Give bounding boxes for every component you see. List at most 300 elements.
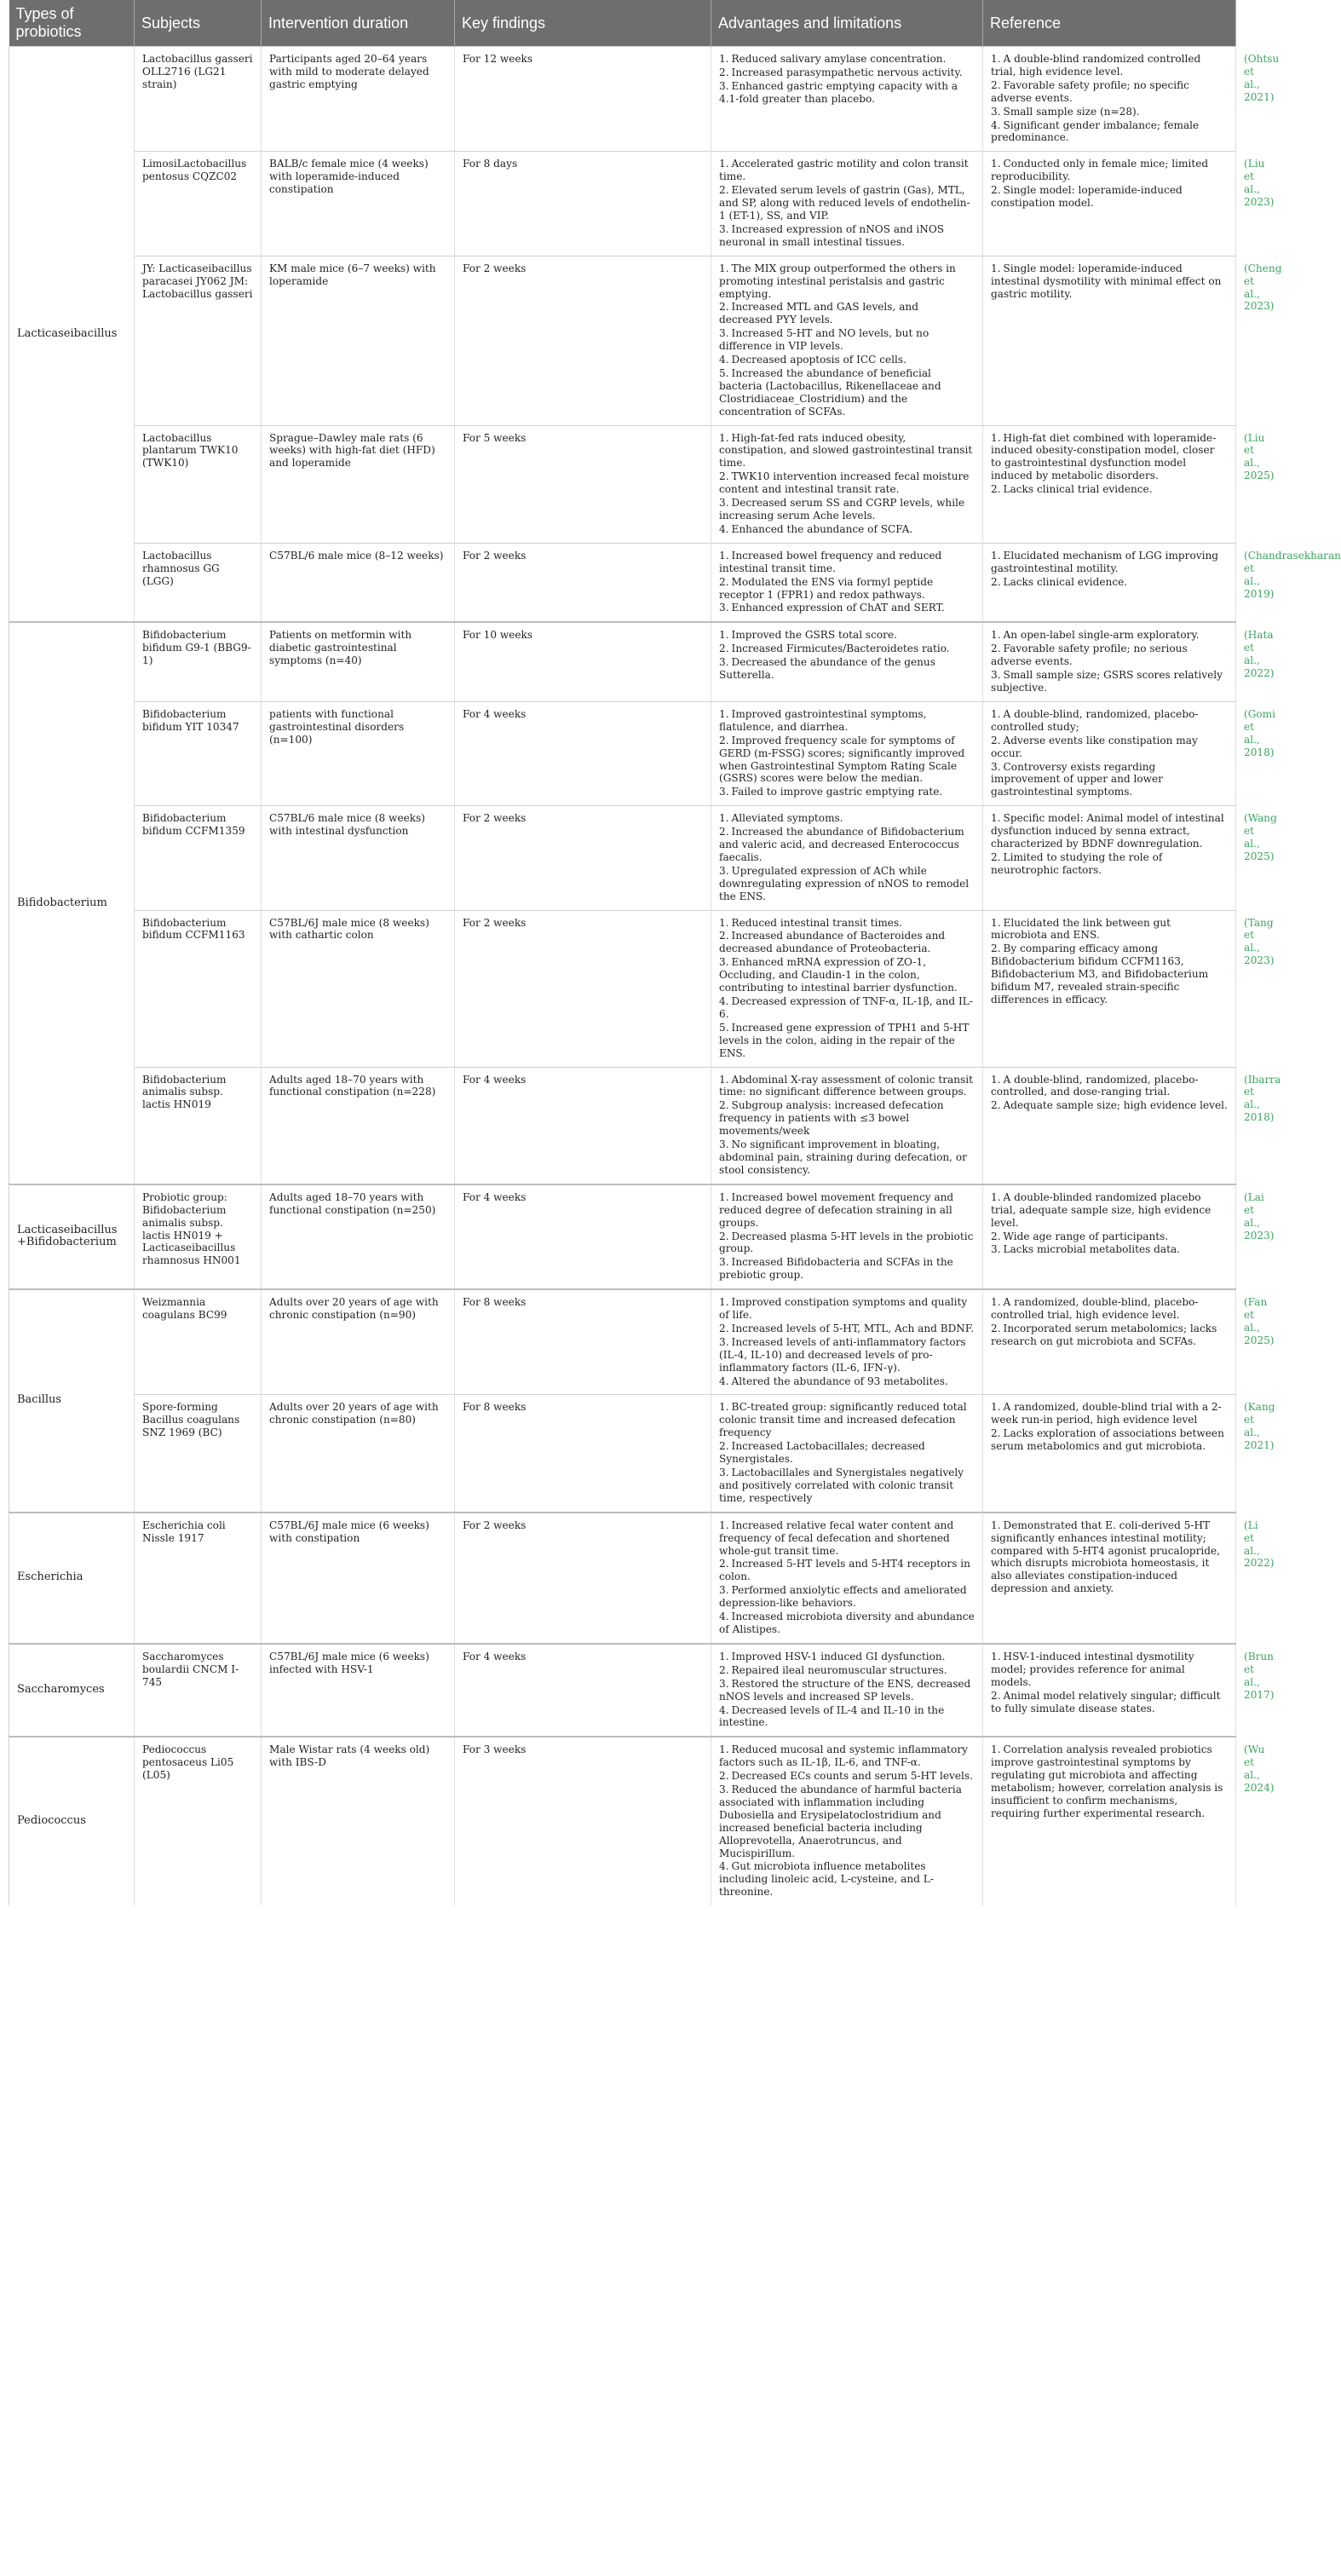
- paren: ): [1269, 1439, 1275, 1452]
- list-item: [719, 1611, 975, 1636]
- list-item: [719, 1743, 975, 1769]
- item-number: 1.: [719, 1519, 729, 1531]
- item-text: Increased Lactobacillales; decreased Synergistales.: [719, 1440, 925, 1466]
- item-number: 1.: [991, 262, 1001, 274]
- item-text: High-fat diet combined with loperamide-induced obesity-constipation model, closer to gastrointestinal dysfunction model induced by metabolic disorders.: [991, 431, 1217, 482]
- list-item: [719, 1704, 975, 1730]
- item-number: 2.: [719, 301, 729, 314]
- item-number: 1.: [719, 1190, 729, 1203]
- reference-link[interactable]: Ibarra et al., 2018: [1244, 1073, 1281, 1124]
- item-text: Subgroup analysis: increased defecation frequency in patients with ≤3 bowel movements/week: [719, 1099, 944, 1138]
- list-item: [719, 656, 975, 682]
- item-text: Improved frequency scale for symptoms of GERD (m-FSSG) scores; significantly improved when Gastrointestinal Symptom Rating Scale (GSRS) scores were below the median.: [719, 734, 965, 785]
- item-text: Conducted only in female mice; limited reproducibility.: [991, 158, 1209, 183]
- duration-cell: For 8 weeks: [455, 1395, 711, 1513]
- advantages-list: [991, 432, 1228, 497]
- item-number: 1.: [991, 1401, 1001, 1414]
- item-number: 1.: [991, 53, 1001, 65]
- item-number: 3.: [719, 1677, 729, 1690]
- item-number: 2.: [719, 1322, 729, 1334]
- table-body: [9, 47, 1341, 1906]
- advantages-list: [991, 629, 1228, 694]
- paren: ): [1269, 667, 1275, 680]
- findings-list: [719, 550, 975, 615]
- list-item: [719, 1519, 975, 1558]
- list-item: [991, 735, 1228, 760]
- list-item: [719, 523, 975, 536]
- probiotic-strain-cell: Bifidobacterium bifidum CCFM1163: [135, 910, 262, 1067]
- item-text: A double-blind, randomized, placebo-controlled, and dose-ranging trial.: [991, 1073, 1199, 1098]
- item-number: 4.: [719, 1611, 729, 1623]
- item-text: A double-blind, randomized, placebo-controlled study;: [991, 707, 1199, 733]
- item-text: Limited to studying the role of neurotrophic factors.: [991, 850, 1163, 876]
- item-text: Increased the abundance of Bifidobacterium and valeric acid, and decreased Enterococcus faecalis.: [719, 826, 964, 863]
- reference-link[interactable]: Kang et al., 2021: [1244, 1401, 1275, 1452]
- findings-cell: [711, 1395, 983, 1513]
- list-item: [719, 327, 975, 353]
- list-item: [991, 53, 1228, 78]
- findings-cell: [711, 910, 983, 1067]
- list-item: [991, 483, 1228, 496]
- item-text: Lacks clinical trial evidence.: [1003, 483, 1153, 496]
- advantages-list: [991, 1296, 1228, 1348]
- probiotic-type-cell: Escherichia: [9, 1513, 135, 1644]
- subjects-cell: BALB/c female mice (4 weeks) with loperamide-induced constipation: [262, 152, 455, 256]
- item-text: BC-treated group: significantly reduced total colonic transit time and increased defecation frequency: [719, 1401, 967, 1439]
- item-text: Decreased levels of IL-4 and IL-10 in the intestine.: [719, 1703, 945, 1729]
- paren: (: [1244, 431, 1248, 444]
- probiotic-strain-cell: Bifidobacterium bifidum YIT 10347: [135, 701, 262, 805]
- subjects-cell: C57BL/6 male mice (8–12 weeks): [262, 543, 455, 622]
- item-number: 2.: [719, 734, 729, 746]
- item-number: 1.: [991, 1073, 1001, 1086]
- item-text: Small sample size; GSRS scores relatively subjective.: [991, 669, 1223, 694]
- list-item: [719, 1651, 975, 1663]
- item-number: 1.: [991, 158, 1001, 170]
- advantages-list: [991, 1074, 1228, 1113]
- paren: ): [1269, 1782, 1275, 1795]
- duration-cell: For 2 weeks: [455, 910, 711, 1067]
- findings-cell: [711, 47, 983, 152]
- list-item: [991, 669, 1228, 694]
- item-number: 2.: [991, 1689, 1001, 1702]
- list-item: [719, 786, 975, 798]
- item-text: Elevated serum levels of gastrin (Gas), MTL, and SP, along with reduced levels of endothelin-1 (ET-1), SS, and VIP.: [719, 184, 970, 222]
- reference-link[interactable]: Li et al., 2022: [1244, 1519, 1270, 1570]
- list-item: [719, 735, 975, 786]
- item-number: 3.: [719, 602, 729, 614]
- probiotic-strain-cell: Bifidobacterium animalis subsp. lactis HN019: [135, 1067, 262, 1184]
- item-number: 4.: [719, 995, 729, 1007]
- item-number: 4.: [719, 522, 729, 535]
- list-item: [991, 629, 1228, 642]
- list-item: [719, 930, 975, 955]
- item-number: 1.: [719, 262, 729, 274]
- findings-cell: [711, 701, 983, 805]
- item-text: Increased microbiota diversity and abundance of Alistipes.: [719, 1611, 975, 1635]
- item-number: 1.: [991, 1296, 1001, 1309]
- item-number: 2.: [991, 1427, 1001, 1440]
- item-text: Increased abundance of Bacteroides and decreased abundance of Proteobacteria.: [719, 930, 946, 955]
- paren: ): [1269, 470, 1275, 482]
- item-text: Enhanced the abundance of SCFA.: [731, 522, 913, 535]
- advantages-cell: [983, 1184, 1236, 1289]
- item-text: Single model: loperamide-induced intestinal dysmotility with minimal effect on gastric motility.: [991, 262, 1222, 300]
- header-findings: Key findings: [455, 0, 711, 47]
- list-item: [719, 223, 975, 249]
- paren: (: [1244, 1401, 1248, 1414]
- list-item: [719, 1138, 975, 1177]
- item-text: Wide age range of participants.: [1003, 1230, 1169, 1242]
- item-number: 1.: [991, 707, 1001, 720]
- list-item: [991, 184, 1228, 210]
- header-types: Types of probiotics: [9, 0, 135, 47]
- paren: ): [1269, 1688, 1275, 1701]
- list-item: [719, 1099, 975, 1138]
- table-row: [9, 1395, 1236, 1513]
- item-number: 3.: [991, 669, 1001, 682]
- table-row: [9, 622, 1236, 701]
- list-item: [991, 106, 1228, 118]
- findings-list: [719, 1296, 975, 1387]
- header-duration: Intervention duration: [262, 0, 455, 47]
- reference-link[interactable]: Chandrasekharan et al., 2019: [1244, 549, 1341, 600]
- item-text: Reduced the abundance of harmful bacteria associated with inflammation including Dubosiella and Erysipelatoclostridium and increased beneficial bacteria including Alloprevotella, Anaerotruncus, and Mucispirillum.: [719, 1784, 962, 1859]
- item-number: 3.: [991, 105, 1001, 118]
- advantages-list: [991, 158, 1228, 210]
- item-text: Increased relative fecal water content and frequency of fecal defecation and shortened whole-gut transit time.: [719, 1519, 954, 1557]
- duration-cell: For 4 weeks: [455, 701, 711, 805]
- list-item: [719, 432, 975, 470]
- reference-link[interactable]: Fan et al., 2025: [1244, 1296, 1270, 1346]
- duration-cell: For 8 days: [455, 152, 711, 256]
- list-item: [719, 1770, 975, 1783]
- item-text: Repaired ileal neuromuscular structures.: [731, 1663, 947, 1676]
- list-item: [991, 1191, 1228, 1230]
- paren: (: [1244, 262, 1248, 274]
- item-text: Decreased apoptosis of ICC cells.: [731, 354, 906, 366]
- header-advantages: Advantages and limitations: [711, 0, 983, 47]
- subjects-cell: C57BL/6J male mice (6 weeks) infected with HSV-1: [262, 1644, 455, 1737]
- table-row: [9, 910, 1236, 1067]
- paren: (: [1244, 629, 1248, 642]
- reference-link[interactable]: Wang et al., 2025: [1244, 812, 1277, 862]
- item-text: Improved HSV-1 induced GI dysfunction.: [731, 1650, 946, 1663]
- probiotic-strain-cell: JY: Lacticaseibacillus paracasei JY062 JM: Lactobacillus gasseri: [135, 256, 262, 425]
- table-header-row: [9, 0, 1236, 47]
- item-number: 1.: [719, 629, 729, 642]
- item-text: Increased Bifidobacteria and SCFAs in the prebiotic group.: [719, 1256, 953, 1282]
- advantages-cell: [983, 1067, 1236, 1184]
- findings-list: [719, 158, 975, 248]
- table-row: [9, 1513, 1236, 1644]
- item-number: 1.: [991, 629, 1001, 642]
- item-number: 2.: [991, 734, 1001, 746]
- item-text: Reduced mucosal and systemic inflammatory factors such as IL-1β, IL-6, and TNF-α.: [719, 1743, 968, 1769]
- list-item: [719, 184, 975, 222]
- list-item: [719, 80, 975, 106]
- paren: (: [1244, 1743, 1248, 1756]
- advantages-cell: [983, 152, 1236, 256]
- list-item: [991, 1651, 1228, 1689]
- advantages-cell: [983, 543, 1236, 622]
- item-text: Increased 5-HT levels and 5-HT4 receptors in colon.: [719, 1558, 970, 1583]
- item-text: Increased levels of anti-inflammatory factors (IL-4, IL-10) and decreased levels of pro-inflammatory factors (IL-6, IFN-γ).: [719, 1335, 966, 1374]
- duration-cell: For 12 weeks: [455, 47, 711, 152]
- advantages-list: [991, 1651, 1228, 1715]
- item-number: 3.: [719, 864, 729, 877]
- list-item: [719, 708, 975, 734]
- item-text: Lacks microbial metabolites data.: [1003, 1243, 1181, 1256]
- item-text: No significant improvement in bloating, abdominal pain, straining during defecation, or stool consistency.: [719, 1138, 967, 1176]
- findings-list: [719, 1519, 975, 1636]
- item-number: 4.: [719, 1860, 729, 1873]
- findings-cell: [711, 256, 983, 425]
- duration-cell: For 8 weeks: [455, 1289, 711, 1395]
- item-number: 4.: [719, 1703, 729, 1716]
- findings-cell: [711, 425, 983, 543]
- item-number: 4.: [719, 1374, 729, 1387]
- advantages-cell: [983, 256, 1236, 425]
- probiotic-strain-cell: Lactobacillus plantarum TWK10 (TWK10): [135, 425, 262, 543]
- item-number: 2.: [991, 850, 1001, 863]
- list-item: [991, 812, 1228, 850]
- list-item: [719, 1191, 975, 1230]
- reference-link[interactable]: Cheng et al., 2023: [1244, 262, 1282, 313]
- item-number: 3.: [719, 956, 729, 969]
- list-item: [719, 1022, 975, 1060]
- item-number: 1.: [719, 812, 729, 825]
- item-number: 2.: [719, 1230, 729, 1242]
- reference-link[interactable]: Tang et al., 2023: [1244, 916, 1274, 967]
- item-number: 2.: [991, 78, 1001, 91]
- reference-link[interactable]: Wu et al., 2024: [1244, 1743, 1270, 1795]
- list-item: [719, 1375, 975, 1388]
- probiotic-strain-cell: Bifidobacterium bifidum G9-1 (BBG9-1): [135, 622, 262, 701]
- item-text: A randomized, double-blind, placebo-controlled trial, high evidence level.: [991, 1296, 1199, 1322]
- reference-link[interactable]: Liu et al., 2025: [1244, 431, 1270, 482]
- item-number: 4.: [991, 118, 1001, 131]
- advantages-list: [991, 1743, 1228, 1819]
- findings-cell: [711, 622, 983, 701]
- item-number: 2.: [991, 1230, 1001, 1242]
- item-number: 2.: [991, 1322, 1001, 1334]
- list-item: [991, 576, 1228, 589]
- table-row: [9, 1289, 1236, 1395]
- findings-cell: [711, 1289, 983, 1395]
- table-row: [9, 806, 1236, 910]
- list-item: [991, 1427, 1228, 1453]
- item-text: Abdominal X-ray assessment of colonic transit time: no significant difference between groups.: [719, 1073, 973, 1098]
- item-text: Animal model relatively singular; difficult to fully simulate disease states.: [991, 1689, 1221, 1714]
- advantages-list: [991, 1519, 1228, 1595]
- item-text: Increased Firmicutes/Bacteroidetes ratio.: [731, 643, 950, 655]
- item-number: 1.: [991, 1190, 1001, 1203]
- probiotic-type-cell: Pediococcus: [9, 1737, 135, 1905]
- list-item: [991, 643, 1228, 668]
- probiotic-strain-cell: Spore-forming Bacillus coagulans SNZ 1969 (BC): [135, 1395, 262, 1513]
- item-text: Increased parasympathetic nervous activity.: [731, 66, 963, 78]
- item-text: Lactobacillales and Synergistales negatively and positively correlated with colonic transit time, respectively: [719, 1467, 964, 1504]
- list-item: [991, 119, 1228, 145]
- item-number: 3.: [719, 1467, 729, 1478]
- duration-cell: For 4 weeks: [455, 1644, 711, 1737]
- findings-cell: [711, 1184, 983, 1289]
- list-item: [991, 79, 1228, 105]
- probiotic-strain-cell: Lactobacillus rhamnosus GG (LGG): [135, 543, 262, 622]
- item-text: Failed to improve gastric emptying rate.: [731, 786, 943, 798]
- advantages-cell: [983, 1513, 1236, 1644]
- advantages-list: [991, 812, 1228, 877]
- list-item: [991, 917, 1228, 942]
- item-text: Performed anxiolytic effects and ameliorated depression-like behaviors.: [719, 1584, 967, 1610]
- list-item: [991, 158, 1228, 183]
- item-text: Increased the abundance of beneficial bacteria (Lactobacillus, Rikenellaceae and Clostridiaceae_Clostridium) and the concentration of SCFAs.: [719, 366, 941, 418]
- table-row: [9, 152, 1236, 256]
- item-number: 2.: [991, 483, 1001, 496]
- findings-list: [719, 917, 975, 1060]
- item-text: Decreased ECs counts and serum 5-HT levels.: [731, 1770, 973, 1783]
- item-text: Improved constipation symptoms and quality of life.: [719, 1296, 968, 1322]
- item-number: 1.: [719, 916, 729, 929]
- table-row: [9, 1067, 1236, 1184]
- probiotic-type-cell: Bifidobacterium: [9, 622, 135, 1184]
- list-item: [991, 942, 1228, 1006]
- findings-list: [719, 708, 975, 798]
- list-item: [991, 550, 1228, 575]
- probiotic-strain-cell: LimosiLactobacillus pentosus CQZC02: [135, 152, 262, 256]
- findings-list: [719, 432, 975, 536]
- reference-link[interactable]: Ohtsu et al., 2021: [1244, 53, 1280, 103]
- list-item: [719, 1323, 975, 1335]
- item-number: 2.: [719, 930, 729, 942]
- probiotic-type-cell: Lacticaseibacillus: [9, 47, 135, 623]
- item-number: 2.: [991, 1099, 1001, 1112]
- probiotic-type-cell: Lacticaseibacillus +Bifidobacterium: [9, 1184, 135, 1289]
- advantages-cell: [983, 425, 1236, 543]
- item-number: 1.: [719, 1073, 729, 1086]
- paren: (: [1244, 158, 1248, 170]
- list-item: [991, 1243, 1228, 1256]
- advantages-cell: [983, 1395, 1236, 1513]
- subjects-cell: Male Wistar rats (4 weeks old) with IBS-D: [262, 1737, 455, 1905]
- item-text: Increased gene expression of TPH1 and 5-HT levels in the colon, aiding in the repair of the ENS.: [719, 1021, 970, 1059]
- item-text: Enhanced gastric emptying capacity with a 4.1-fold greater than placebo.: [719, 79, 958, 105]
- subjects-cell: Adults aged 18–70 years with functional constipation (n=250): [262, 1184, 455, 1289]
- item-text: Specific model: Animal model of intestinal dysfunction induced by senna extract, characterized by BDNF downregulation.: [991, 812, 1224, 850]
- advantages-list: [991, 708, 1228, 798]
- findings-cell: [711, 152, 983, 256]
- advantages-cell: [983, 701, 1236, 805]
- item-text: The MIX group outperformed the others in promoting intestinal peristalsis and gastric emptying.: [719, 262, 956, 300]
- subjects-cell: Participants aged 20–64 years with mild to moderate delayed gastric emptying: [262, 47, 455, 152]
- item-text: Improved the GSRS total score.: [731, 629, 897, 642]
- advantages-cell: [983, 622, 1236, 701]
- duration-cell: For 3 weeks: [455, 1737, 711, 1905]
- item-number: 3.: [719, 222, 729, 235]
- paren: ): [1269, 196, 1275, 209]
- item-text: Increased expression of nNOS and iNOS neuronal in small intestinal tissues.: [719, 222, 945, 248]
- table-row: [9, 47, 1236, 152]
- item-text: Improved gastrointestinal symptoms, flatulence, and diarrhea.: [719, 707, 927, 733]
- findings-list: [719, 629, 975, 682]
- findings-cell: [711, 543, 983, 622]
- item-number: 2.: [719, 1663, 729, 1676]
- item-text: By comparing efficacy among Bifidobacterium bifidum CCFM1163, Bifidobacterium M3, and Bifidobacterium bifidum M7, revealed strain-specific differences in efficacy.: [991, 942, 1209, 1006]
- list-item: [719, 1440, 975, 1466]
- item-number: 2.: [991, 184, 1001, 197]
- reference-link[interactable]: Hata et al., 2022: [1244, 629, 1274, 680]
- list-item: [719, 956, 975, 994]
- findings-list: [719, 1074, 975, 1177]
- subjects-cell: KM male mice (6–7 weeks) with loperamide: [262, 256, 455, 425]
- item-text: Small sample size (n=28).: [1003, 105, 1140, 118]
- paren: (: [1244, 1650, 1248, 1663]
- paren: (: [1244, 1519, 1248, 1531]
- item-number: 2.: [719, 643, 729, 655]
- subjects-cell: Patients on metformin with diabetic gastrointestinal symptoms (n=40): [262, 622, 455, 701]
- item-text: Enhanced mRNA expression of ZO-1, Occluding, and Claudin-1 in the colon, contributing to intestinal barrier dysfunction.: [719, 956, 958, 994]
- item-text: Adequate sample size; high evidence level.: [1003, 1099, 1228, 1112]
- item-text: Accelerated gastric motility and colon transit time.: [719, 158, 969, 183]
- probiotic-strain-cell: Lactobacillus gasseri OLL2716 (LG21 strain): [135, 47, 262, 152]
- item-number: 1.: [991, 549, 1001, 562]
- item-number: 2.: [719, 1099, 729, 1112]
- item-number: 3.: [719, 656, 729, 669]
- findings-list: [719, 1401, 975, 1504]
- item-number: 2.: [719, 575, 729, 588]
- paren: ): [1269, 1334, 1275, 1346]
- advantages-list: [991, 262, 1228, 301]
- header-reference: Reference: [983, 0, 1236, 47]
- list-item: [719, 1074, 975, 1099]
- list-item: [719, 1584, 975, 1610]
- list-item: [719, 1558, 975, 1583]
- list-item: [991, 851, 1228, 877]
- list-item: [991, 1099, 1228, 1112]
- reference-link[interactable]: Lai et al., 2023: [1244, 1190, 1270, 1242]
- advantages-cell: [983, 47, 1236, 152]
- item-number: 1.: [719, 1650, 729, 1663]
- reference-link[interactable]: Gomi et al., 2018: [1244, 707, 1275, 758]
- list-item: [719, 1664, 975, 1677]
- item-number: 2.: [719, 826, 729, 838]
- list-item: [719, 865, 975, 903]
- duration-cell: For 2 weeks: [455, 543, 711, 622]
- paren: ): [1269, 90, 1275, 103]
- item-text: Lacks clinical evidence.: [1003, 575, 1128, 588]
- duration-cell: For 4 weeks: [455, 1184, 711, 1289]
- reference-link[interactable]: Brun et al., 2017: [1244, 1650, 1274, 1701]
- item-number: 1.: [991, 916, 1001, 929]
- list-item: [719, 576, 975, 602]
- item-number: 3.: [991, 760, 1001, 773]
- item-number: 5.: [719, 1021, 729, 1034]
- findings-cell: [711, 1513, 983, 1644]
- duration-cell: For 5 weeks: [455, 425, 711, 543]
- list-item: [719, 602, 975, 614]
- probiotic-strain-cell: Pediococcus pentosaceus Li05 (L05): [135, 1737, 262, 1905]
- advantages-cell: [983, 1644, 1236, 1737]
- list-item: [991, 262, 1228, 301]
- list-item: [719, 1860, 975, 1899]
- paren: ): [1269, 1557, 1275, 1570]
- duration-cell: For 2 weeks: [455, 256, 711, 425]
- item-number: 1.: [991, 431, 1001, 444]
- list-item: [719, 53, 975, 66]
- reference-link[interactable]: Liu et al., 2023: [1244, 158, 1270, 209]
- list-item: [719, 1401, 975, 1439]
